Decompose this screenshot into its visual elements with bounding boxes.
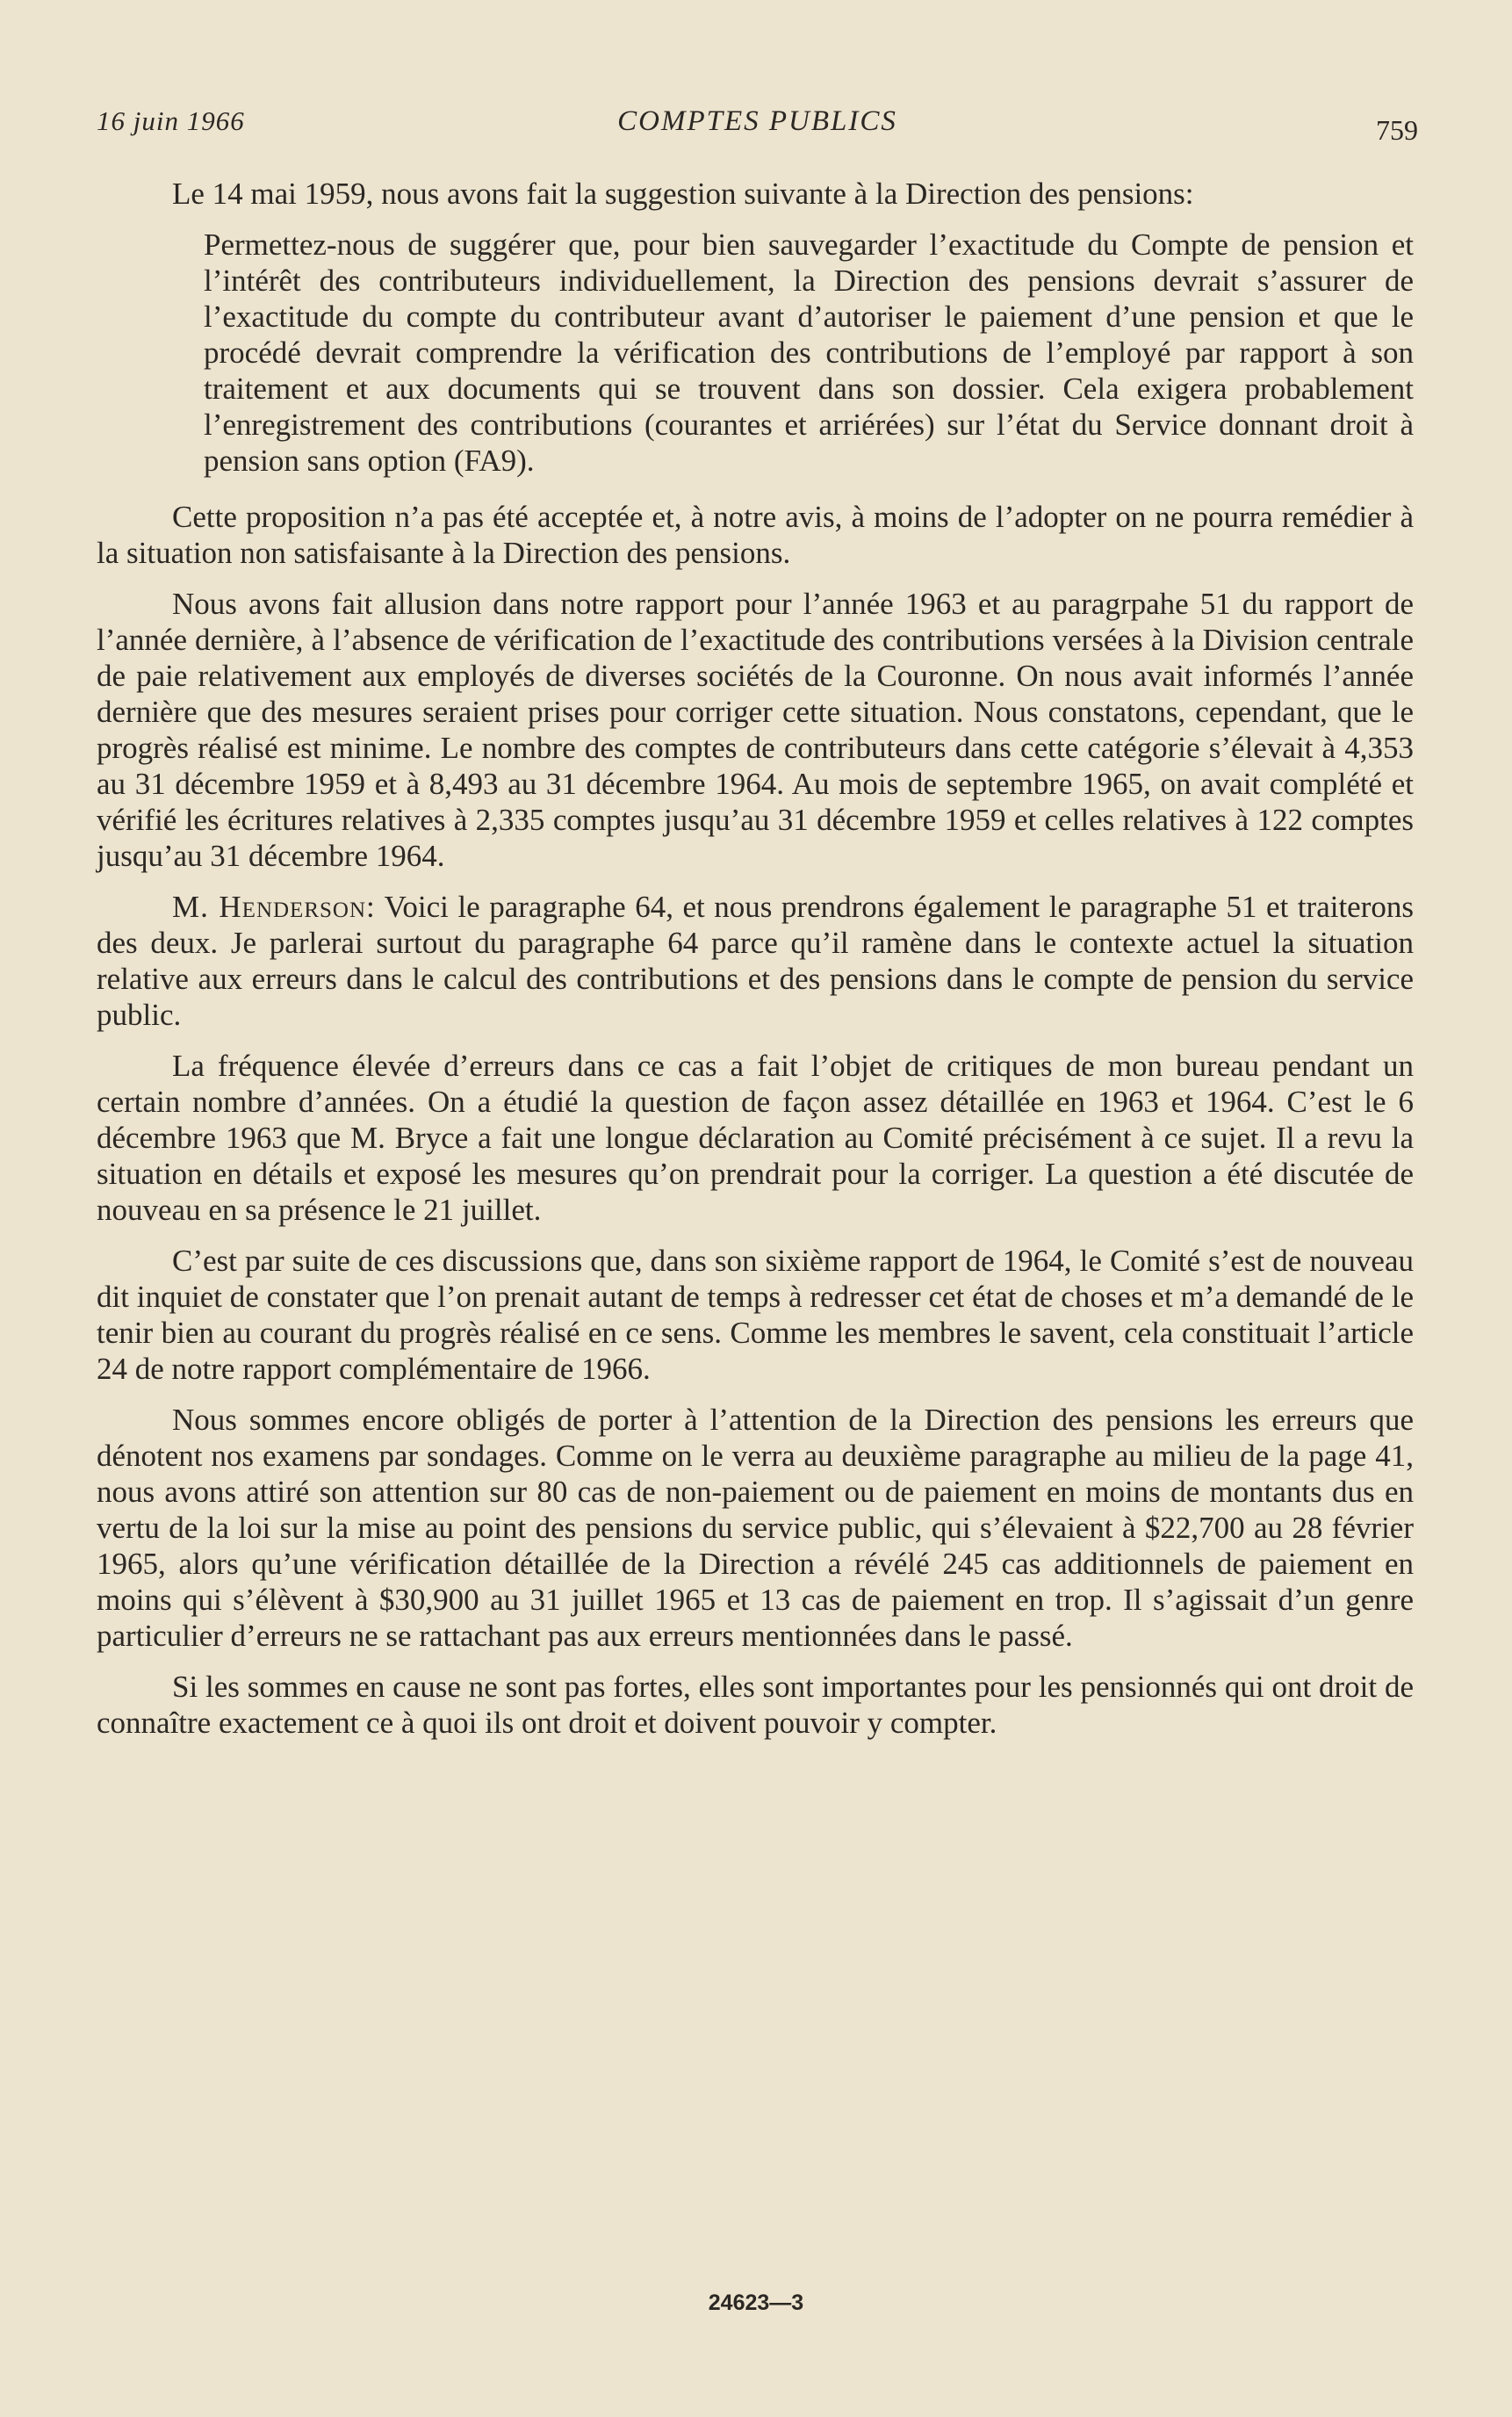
page-body	[97, 176, 1414, 1756]
paragraph: La fréquence élevée d’erreurs dans ce cas a fait l’objet de critiques de mon bureau pendant un certain nombre d’années. On a étudié la question de façon assez détaillée en 1963 et 1964. C’est le 6 décembre 1963 que M. Bryce a fait une longue déclaration au Comité précisément à ce sujet. Il a revu la situation en détails et exposé les mesures qu’on prendrait pour la corriger. La question a été discutée de nouveau en sa présence le 21 juillet.	[97, 1049, 1414, 1227]
paragraph: Nous sommes encore obligés de porter à l’attention de la Direction des pensions les erreurs que dénotent nos examens par sondages. Comme on le verra au deuxième paragraphe au milieu de la page 41, nous avons attiré son attention sur 80 cas de non-paiement ou de paiement en moins de montants dus en vertu de la loi sur la mise au point des pensions du service public, qui s’élevaient à $22,700 au 28 février 1965, alors qu’une vérification détaillée de la Direction a révélé 245 cas additionnels de paiement en moins qui s’élèvent à $30,900 au 31 juillet 1965 et 13 cas de paiement en trop. Il s’agissait d’un genre particulier d’erreurs ne se rattachant pas aux erreurs mentionnées dans le passé.	[97, 1403, 1414, 1653]
page-footer-code: 24623—3	[708, 2291, 804, 2315]
paragraph: Nous avons fait allusion dans notre rapport pour l’année 1963 et au paragrpahe 51 du rapport de l’année dernière, à l’absence de vérification de l’exactitude des contributions versées à la Division centrale de paie relativement aux employés de diverses sociétés de la Couronne. On nous avait informés l’année dernière que des mesures seraient prises pour corriger cette situation. Nous constatons, cependant, que le progrès réalisé est minime. Le nombre des comptes de contributeurs dans cette catégorie s’élevait à 4,353 au 31 décembre 1959 et à 8,493 au 31 décembre 1964. Au mois de septembre 1965, on avait complété et vérifié les écritures relatives à 2,335 comptes jusqu’au 31 décembre 1959 et celles relatives à 122 comptes jusqu’au 31 décembre 1964.	[97, 587, 1414, 873]
page-header	[97, 98, 1418, 151]
paragraph: Cette proposition n’a pas été acceptée et, à notre avis, à moins de l’adopter on ne pourra remédier à la situation non satisfaisante à la Direction des pensions.	[97, 500, 1414, 570]
quoted-paragraph: Permettez-nous de suggérer que, pour bien sauvegarder l’exactitude du Compte de pension et l’intérêt des contributeurs individuellement, la Direction des pensions devrait s’assurer de l’exactitude du compte du contributeur avant d’autoriser le paiement d’une pension et que le procédé devrait comprendre la vérification des contributions de l’employé par rapport à son traitement et aux documents qui se trouvent dans son dossier. Cela exigera probablement l’enregistrement des contributions (courantes et arriérées) sur l’état du Service donnant droit à pension sans option (FA9).	[204, 227, 1414, 478]
paragraph: Si les sommes en cause ne sont pas fortes, elles sont importantes pour les pensionnés qui ont droit de connaître exactement ce à quoi ils ont droit et doivent pouvoir y compter.	[97, 1670, 1414, 1740]
speaker-text: Voici le paragraphe 64, et nous prendrons également le paragraphe 51 et traiterons des deux. Je parlerai surtout du paragraphe 64 parce qu’il ramène dans le contexte actuel la situation relative aux erreurs dans le calcul des contributions et des pensions dans le compte de pension du service public.	[97, 890, 1414, 1032]
paragraph: Le 14 mai 1959, nous avons fait la suggestion suivante à la Direction des pensions:	[172, 177, 1194, 211]
paragraph: C’est par suite de ces discussions que, dans son sixième rapport de 1964, le Comité s’est de nouveau dit inquiet de constater que l’on prenait autant de temps à redresser cet état de choses et m’a demandé de le tenir bien au courant du progrès réalisé en ce sens. Comme les membres le savent, cela constituait l’article 24 de notre rapport complémentaire de 1966.	[97, 1244, 1414, 1386]
page-number: 759	[1376, 114, 1418, 146]
header-date: 16 juin 1966	[97, 105, 245, 136]
speaker-paragraph	[97, 889, 1414, 1033]
header-title: COMPTES PUBLICS	[617, 105, 897, 137]
speaker-name: M. Henderson:	[172, 890, 376, 924]
